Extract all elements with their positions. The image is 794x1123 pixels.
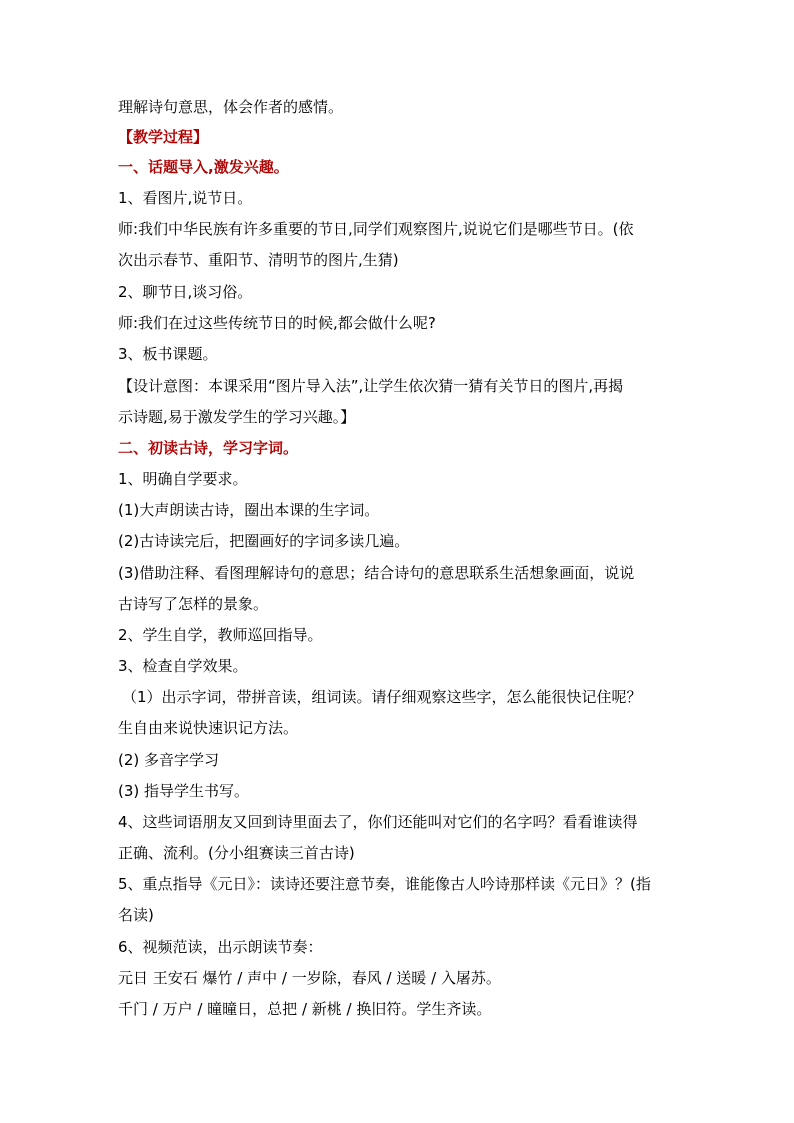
text-line: 名读) (118, 906, 154, 924)
text-line: 元日 王安石 爆竹 / 声中 / 一岁除，春风 / 送暖 / 入屠苏。 (118, 969, 501, 987)
text-line: (2)古诗读完后，把圈画好的字词多读几遍。 (118, 532, 410, 550)
text-line: (3)借助注释、看图理解诗句的意思；结合诗句的意思联系生活想象画面，说说 (118, 564, 635, 582)
text-line: (3) 指导学生书写。 (118, 782, 250, 800)
text-line: 生自由来说快速识记方法。 (118, 719, 299, 737)
text-line: 正确、流利。(分小组赛读三首古诗) (118, 844, 355, 862)
text-line: 3、检查自学效果。 (118, 657, 248, 675)
text-line: 师:我们中华民族有许多重要的节日,同学们观察图片,说说它们是哪些节日。(依 (118, 220, 634, 238)
text-line: 2、学生自学，教师巡回指导。 (118, 626, 323, 644)
text-line: 1、看图片,说节日。 (118, 189, 253, 207)
text-line: 千门 / 万户 / 曈曈日，总把 / 新桃 / 换旧符。学生齐读。 (118, 1000, 492, 1018)
text-line: 1、明确自学要求。 (118, 470, 248, 488)
section-heading-2: 二、初读古诗，学习字词。 (118, 439, 299, 457)
text-line: 示诗题,易于激发学生的学习兴趣。】 (118, 408, 356, 426)
section-heading-teaching-process: 【教学过程】 (118, 128, 209, 146)
text-line: 次出示春节、重阳节、清明节的图片,生猜) (118, 251, 399, 269)
text-line: (2) 多音字学习 (118, 751, 220, 769)
text-line: 理解诗句意思，体会作者的感情。 (118, 98, 344, 116)
text-line: 师:我们在过这些传统节日的时候,都会做什么呢? (118, 314, 436, 332)
text-line: （1）出示字词，带拼音读，组词读。请仔细观察这些字，怎么能很快记住呢？ (122, 688, 642, 706)
text-line: 2、聊节日,谈习俗。 (118, 283, 253, 301)
text-line: (1)大声朗读古诗，圈出本课的生字词。 (118, 501, 380, 519)
text-line: 6、视频范读，出示朗读节奏： (118, 938, 323, 956)
section-heading-1: 一、话题导入,激发兴趣。 (118, 158, 289, 176)
text-line: 【设计意图：本课采用“图片导入法”,让学生依次猜一猜有关节日的图片,再揭 (118, 377, 624, 395)
text-line: 3、板书课题。 (118, 345, 218, 363)
text-line: 5、重点指导《元日》：读诗还要注意节奏，谁能像古人吟诗那样读《元日》？(指 (118, 875, 651, 893)
text-line: 4、这些词语朋友又回到诗里面去了，你们还能叫对它们的名字吗？看看谁读得 (118, 813, 638, 831)
text-line: 古诗写了怎样的景象。 (118, 595, 269, 613)
